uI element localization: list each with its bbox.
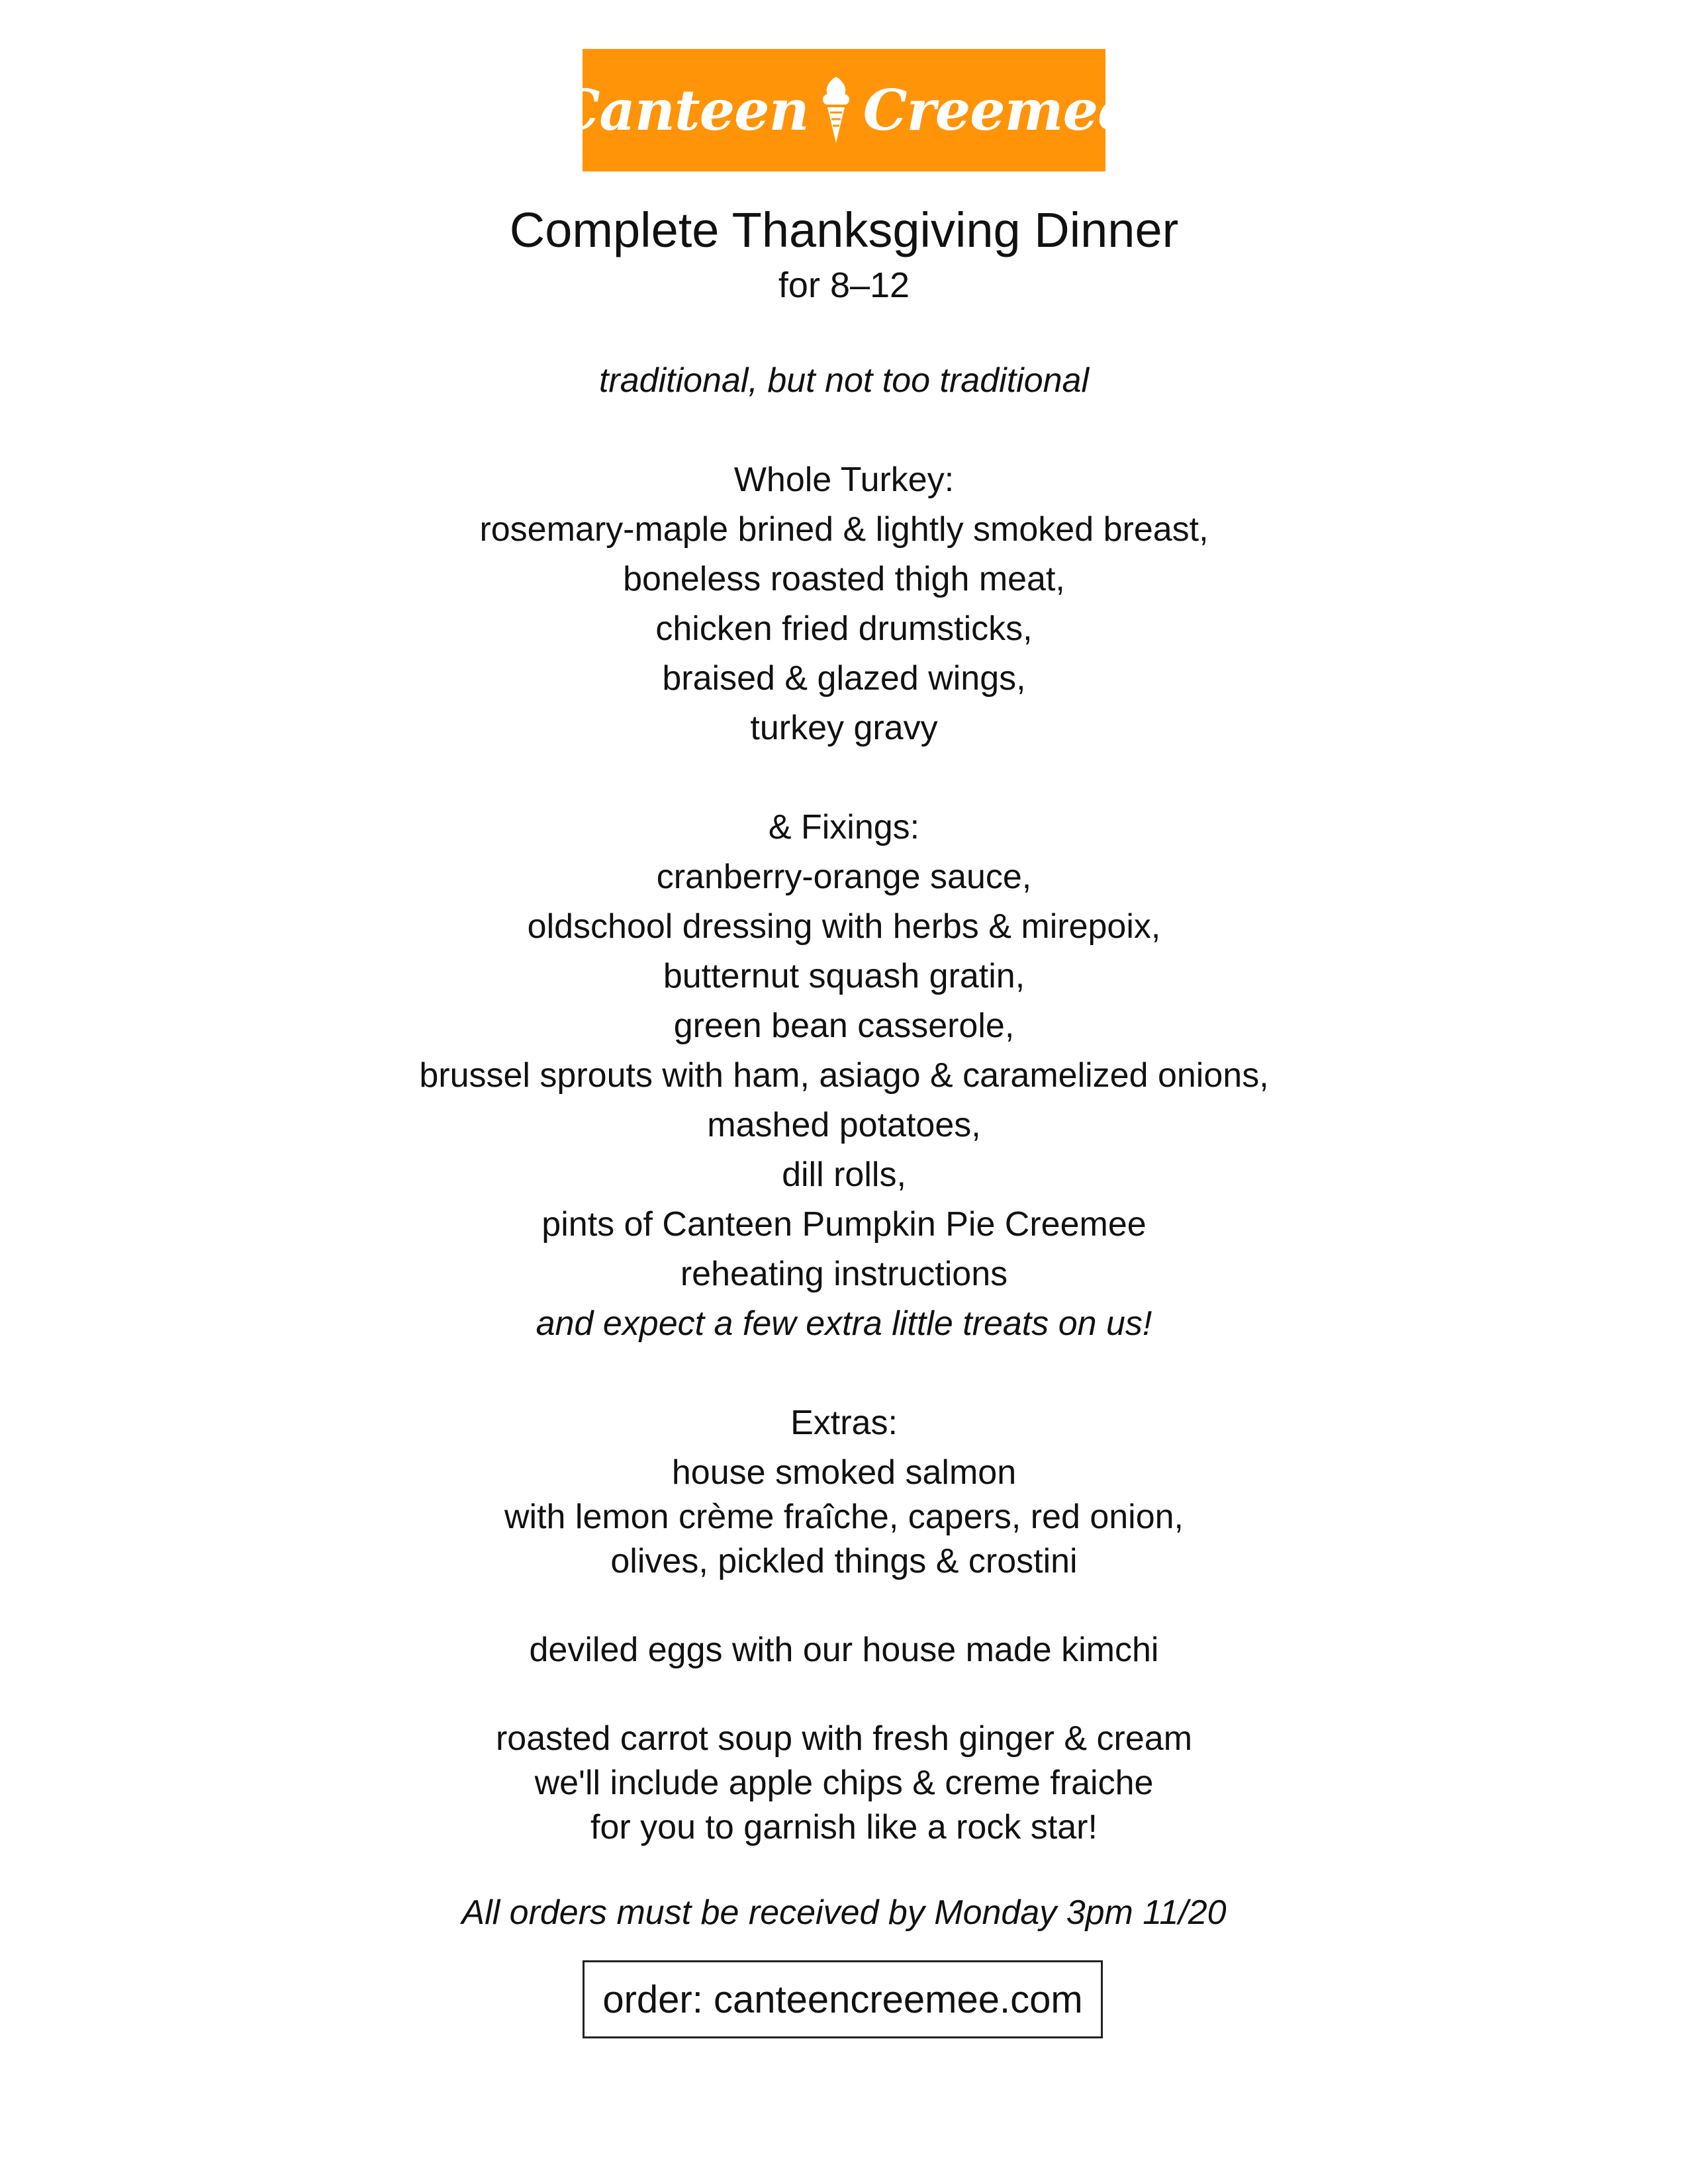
order-website-box: order: canteencreemee.com — [583, 1960, 1103, 2038]
list-item: dill rolls, — [782, 1156, 906, 1194]
serving-size: for 8–12 — [778, 265, 910, 305]
fixings-heading: & Fixings: — [768, 808, 920, 846]
list-item: mashed potatoes, — [707, 1106, 981, 1144]
list-item: green bean casserole, — [673, 1007, 1015, 1045]
list-item: for you to garnish like a rock star! — [590, 1808, 1098, 1846]
turkey-heading: Whole Turkey: — [733, 461, 955, 499]
logo-word-left: Canteen — [555, 77, 809, 143]
list-item: olives, pickled things & crostini — [610, 1542, 1078, 1580]
list-item: boneless roasted thigh meat, — [623, 560, 1065, 598]
page-title: Complete Thanksgiving Dinner — [509, 203, 1179, 257]
list-item: brussel sprouts with ham, asiago & caramelized onions, — [419, 1056, 1269, 1095]
extra-treats-note: and expect a few extra little treats on us! — [536, 1304, 1152, 1343]
ice-cream-cone-icon — [813, 74, 859, 147]
list-item: we'll include apple chips & creme fraiche — [534, 1764, 1154, 1802]
list-item: braised & glazed wings, — [662, 659, 1026, 698]
list-item: chicken fried drumsticks, — [655, 610, 1033, 648]
list-item: rosemary-maple brined & lightly smoked breast, — [479, 510, 1209, 549]
tagline: traditional, but not too traditional — [598, 361, 1090, 400]
brand-logo — [555, 49, 1133, 171]
list-item: reheating instructions — [680, 1255, 1008, 1293]
list-item: deviled eggs with our house made kimchi — [529, 1631, 1159, 1669]
list-item: butternut squash gratin, — [663, 957, 1025, 995]
logo-word-right: Creemee — [863, 77, 1133, 143]
list-item: oldschool dressing with herbs & mirepoix, — [527, 907, 1161, 946]
list-item: turkey gravy — [750, 709, 938, 747]
extras-heading: Extras: — [790, 1404, 898, 1442]
order-deadline: All orders must be received by Monday 3pm 11/20 — [461, 1893, 1227, 1932]
list-item: house smoked salmon — [671, 1453, 1017, 1492]
list-item: roasted carrot soup with fresh ginger & cream — [495, 1719, 1193, 1758]
list-item: pints of Canteen Pumpkin Pie Creemee — [541, 1205, 1147, 1244]
list-item: cranberry-orange sauce, — [656, 858, 1032, 896]
list-item: with lemon crème fraîche, capers, red onion, — [504, 1498, 1184, 1536]
